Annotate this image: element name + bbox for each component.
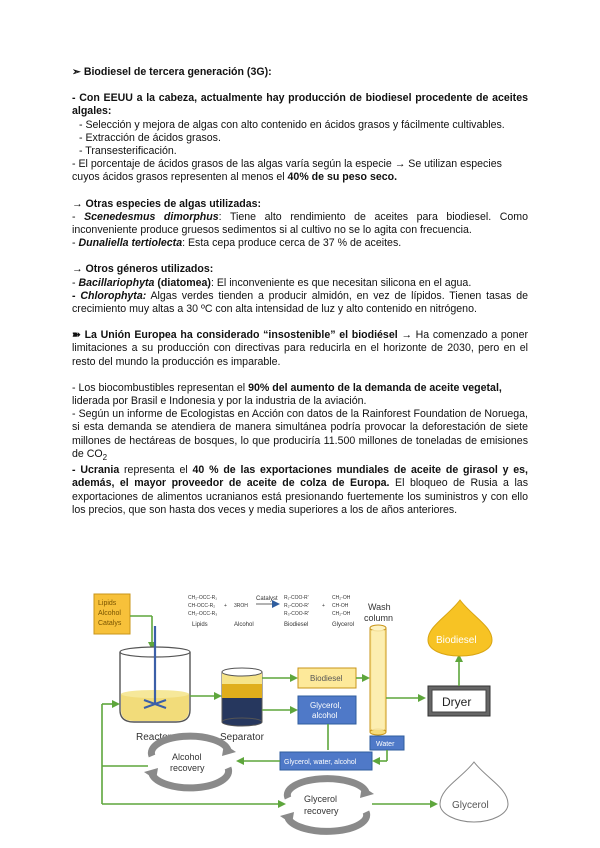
svg-text:R₃-COO-R': R₃-COO-R' — [284, 611, 309, 617]
water-label: Water — [376, 741, 395, 748]
list-item: - Selección y mejora de algas con alto contenido en ácidos grasos y fácilmente cultivables. — [79, 118, 505, 131]
svg-text:+: + — [322, 603, 325, 609]
wash-column — [370, 625, 386, 735]
paragraph-ukraine: - Ucrania representa el 40 % de las exportaciones mundiales de aceite de girasol y es, además, el mayor proveedor de aceite de colza de Europa. El bloqueo de Rusia a las exportaciones de alimentos ucranianos está presionando fuertemente los suministros y con ello los precios, que son hasta dos veces y media superiores a los de años anteriores. — [72, 464, 528, 516]
svg-text:CH₂-OCC-R₁: CH₂-OCC-R₁ — [188, 595, 217, 601]
svg-text:Lipids: Lipids — [192, 622, 208, 628]
reactor-label: Reactor — [136, 732, 172, 743]
input-alcohol: Alcohol — [98, 610, 121, 617]
glycerol-recovery-line2: recovery — [304, 806, 339, 816]
svg-text:+: + — [224, 603, 227, 609]
svg-text:3ROH: 3ROH — [234, 603, 248, 609]
reactor-vessel — [120, 626, 190, 722]
input-lipids: Lipids — [98, 600, 117, 607]
svg-text:CH-OH: CH-OH — [332, 603, 349, 609]
glycerol-drop — [440, 762, 508, 822]
list-item: - Transesterificación. — [79, 145, 177, 158]
input-catalyst: Catalys — [98, 620, 122, 627]
paragraph-dunaliella: - Dunaliella tertiolecta: Esta cepa produce cerca de 37 % de aceites. — [72, 237, 402, 250]
svg-text:Biodiesel: Biodiesel — [284, 622, 309, 628]
paragraph-biofuels-demand: - Los biocombustibles representan el 90% del aumento de la demanda de aceite vegetal, liderada por Brasil e Indonesia y por la industria de la aviación. — [72, 381, 502, 408]
heading-other-species: → Otras especies de algas utilizadas: — [72, 197, 262, 210]
alcohol-recovery-line2: recovery — [170, 763, 205, 773]
paragraph-bacillariophyta: - Bacillariophyta (diatomea): El inconveniente es que necesitan silicona en el agua. — [72, 276, 472, 289]
glycerol-alcohol-line2: alcohol — [312, 711, 338, 720]
glycerol-alcohol-line1: Glycerol, — [310, 701, 342, 710]
separator-label: Separator — [220, 732, 264, 743]
biodiesel-process-diagram — [88, 586, 512, 844]
svg-text:CH₂-OCC-R₃: CH₂-OCC-R₃ — [188, 611, 218, 617]
wash-column-label-2: column — [364, 613, 394, 623]
paragraph-usa-production: - Con EEUU a la cabeza, actualmente hay producción de biodiesel procedente de aceites algales: — [72, 92, 528, 118]
paragraph-deforestation: - Según un informe de Ecologistas en Acción con datos de la Rainforest Foundation de Noruega, si esta demanda se atendiera de manera simultánea podría provocar la deforestación de siete millones de hectáreas de bosques, lo que produciría 11.500 millones de toneladas de emisiones de $CO_2$ — [72, 408, 528, 462]
svg-text:CH₂-OH: CH₂-OH — [332, 595, 351, 601]
glycerol-recovery-line1: Glycerol — [304, 794, 338, 804]
paragraph-scenedesmus: - Scenedesmus dimorphus: Tiene alto rendimiento de aceites para biodiesel. Como inconveniente produce gruesos sedimentos si al cultivo no se lo agita con frecuencia. — [72, 210, 528, 237]
heading-other-genera: → Otros géneros utilizados: — [72, 263, 214, 276]
svg-text:CH-OCC-R₂: CH-OCC-R₂ — [188, 603, 216, 609]
separator-vessel — [222, 668, 262, 726]
svg-text:Glycerol: Glycerol — [332, 622, 355, 628]
svg-text:Catalyst: Catalyst — [256, 596, 278, 602]
biodiesel-drop-label: Biodiesel — [436, 635, 477, 646]
document-text — [72, 66, 528, 517]
transesterification-equation — [188, 595, 354, 628]
svg-text:R₂-COO-R': R₂-COO-R' — [284, 603, 309, 609]
dryer-label: Dryer — [442, 695, 472, 709]
glycerol-water-alcohol-label: Glycerol, water, alcohol — [284, 759, 357, 766]
list-item: - Extracción de ácidos grasos. — [79, 131, 221, 144]
paragraph-european-union: ➽ La Unión Europea ha considerado “insostenible” el biodiésel → Ha comenzado a poner limitaciones a su producción con directivas para reducirla en el horizonte de 2030, pero en el resto del mundo la producción es imparable. — [72, 329, 528, 368]
paragraph-fatty-acids: - El porcentaje de ácidos grasos de las algas varía según la especie → Se utilizan especies cuyos ácidos grasos representen al menos el 40% de su peso seco. — [72, 158, 502, 184]
alcohol-recovery-line1: Alcohol — [172, 752, 202, 762]
svg-text:R₁-COO-R': R₁-COO-R' — [284, 595, 309, 601]
biodiesel-box-label: Biodiesel — [310, 674, 343, 683]
svg-text:Alcohol: Alcohol — [234, 622, 254, 628]
heading-third-generation: ➣ Biodiesel de tercera generación (3G): — [72, 66, 272, 78]
wash-column-label-1: Wash — [368, 602, 391, 612]
alcohol-recovery-cycle — [144, 736, 236, 788]
biodiesel-drop — [428, 600, 492, 656]
svg-text:CH₂-OH: CH₂-OH — [332, 611, 351, 617]
glycerol-drop-label: Glycerol — [452, 800, 489, 811]
glycerol-recovery-cycle — [280, 779, 374, 832]
paragraph-chlorophyta: - Chlorophyta: Algas verdes tienden a producir almidón, en vez de lípidos. Tienen tasas de crecimiento muy altas a 30 ºC con alta intensidad de luz y alto contenido en nitrógeno. — [72, 289, 528, 316]
